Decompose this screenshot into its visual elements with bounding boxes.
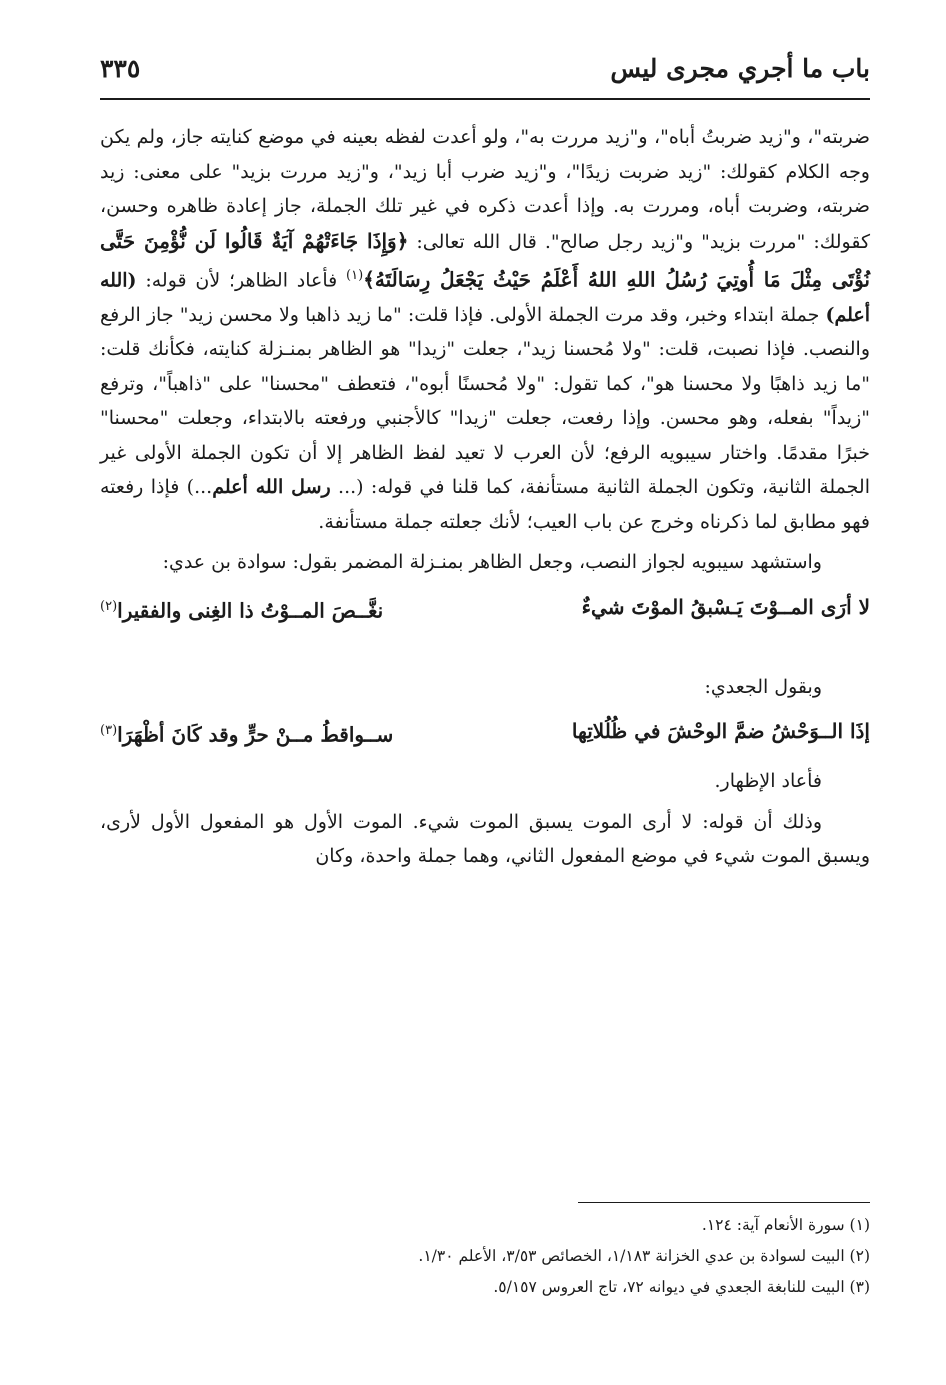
paragraph-text: ...) فإذا رفعته فهو مطابق لما ذكرناه وخرج عن باب العيب؛ لأنك جعلته جملة مستأنفة.: [100, 476, 870, 533]
page-body: [100, 120, 870, 880]
header-rule: [100, 98, 870, 100]
poetry-verse-1: [100, 586, 870, 632]
bold-phrase: (الله أعلم): [100, 269, 870, 326]
spacer: [100, 640, 870, 670]
verse-second-hemistich: [100, 590, 383, 628]
footnote-ref-3: (٣): [100, 723, 118, 739]
verse-first-hemistich: إذَا الــوَحْشُ ضمَّ الوحْشَ في ظُلُلاتِها: [571, 719, 870, 744]
verse-text: نغَّــصَ المــوْتُ ذا الغِنى والفقيرا: [117, 598, 384, 623]
footnote-1: (١) سورة الأنعام آية: ١٢٤.: [701, 1216, 870, 1234]
verse-text: ســواقطُ مــنْ حرٍّ وقد كَانَ أظْهَرَا: [117, 722, 394, 747]
poetry-verse-2: [100, 710, 870, 756]
paragraph-main: [100, 120, 870, 539]
paragraph-explanation: وذلك أن قوله: لا أرى الموت يسبق الموت شيء. الموت الأول هو المفعول الأول لأرى، ويسبق الموت شيء في موضع المفعول الثاني، وهما جملة واحدة، وكان: [100, 810, 870, 868]
verse-second-hemistich: [100, 714, 393, 752]
bold-phrase: رسل الله أعلم: [212, 476, 331, 499]
quran-verse: ﴿وَإِذَا جَاءَتْهُمْ آيَةٌ قَالُوا لَن نُّؤْمِنَ حَتَّى نُؤْتَى مِثْلَ مَا أُوتِيَ رُسُلُ اللهِ اللهُ أَعْلَمُ حَيْثُ يَجْعَلُ رِسَالَتَهُ﴾: [100, 228, 870, 292]
paragraph-short: فأعاد الإظهار.: [714, 770, 822, 793]
book-page: [100, 40, 870, 1360]
paragraph-text: جملة ابتداء وخبر، وقد مرت الجملة الأولى. فإذا قلت: "ما زيد ذاهبا ولا محسن زيد" جاز الرفع والنصب. فإذا نصبت، قلت: "ولا مُحسنا زيد"، جعلت "زيدا" هو الظاهر بمنـزلة كنايته، فكأنك قلت: "ما زيد ذاهبًا ولا محسنا هو"، كما تقول: "ولا مُحسنًا أبوه"، فتعطف "محسنا" على "ذاهباً"، وترفع "زيداً" بفعله، وهو محسن. وإذا رفعت، جعلت "زيدا" كالأجنبي ورفعته بالابتداء، وجعلت "محسنا" خبرًا مقدمًا. واختار سيبويه الرفع؛ لأن العرب لا تعيد لفظ الظاهر إلا أن تكون الجملة الأولى غير الجملة الثانية، وتكون الجملة الثانية مستأنفة، كما قلنا في قوله: (...: [100, 303, 870, 499]
footnote-3: (٣) البيت للنابغة الجعدي في ديوانه ٧٢، تاج العروس ٥/١٥٧.: [493, 1278, 870, 1296]
paragraph-text: فأعاد الظاهر؛ لأن قوله:: [136, 269, 347, 292]
page-header: [100, 40, 870, 92]
footnotes: [100, 1210, 870, 1303]
paragraph-text: ضربته"، و"زيد ضربتُ أباه"، و"زيد مررت به"، ولو أعدت لفظه بعينه في موضع كنايته جاز، ولم يكن وجه الكلام كقولك: "زيد ضربت زيدًا"، و"زيد ضرب أبا زيد"، و"زيد مررت بزيد" على معنى: زيد ضربته، وضربت أباه، ومررت به. وإذا أعدت ذكره في غير تلك الجملة، جاز إعادة ظاهره وحسن، كقولك: "مررت بزيد" و"زيد رجل صالح". قال الله تعالى:: [100, 126, 870, 253]
running-title: باب ما أجري مجرى ليس: [610, 54, 870, 83]
footnote-ref-2: (٢): [100, 598, 118, 614]
page-number: ٣٣٥: [100, 54, 141, 83]
paragraph-citation-intro: واستشهد سيبويه لجواز النصب، وجعل الظاهر بمنـزلة المضمر بقول: سوادة بن عدي:: [162, 551, 822, 574]
footnote-rule: [578, 1202, 870, 1203]
footnote-ref-1: (١): [346, 268, 364, 283]
verse-first-hemistich: لا أرَى المــوْتَ يَـسْبقُ الموْتَ شيءٌ: [581, 594, 870, 619]
footnote-2: (٢) البيت لسوادة بن عدي الخزانة ١/١٨٣، الخصائص ٣/٥٣، الأعلم ١/٣٠.: [418, 1247, 870, 1265]
paragraph-second-intro: وبقول الجعدي:: [704, 675, 822, 698]
